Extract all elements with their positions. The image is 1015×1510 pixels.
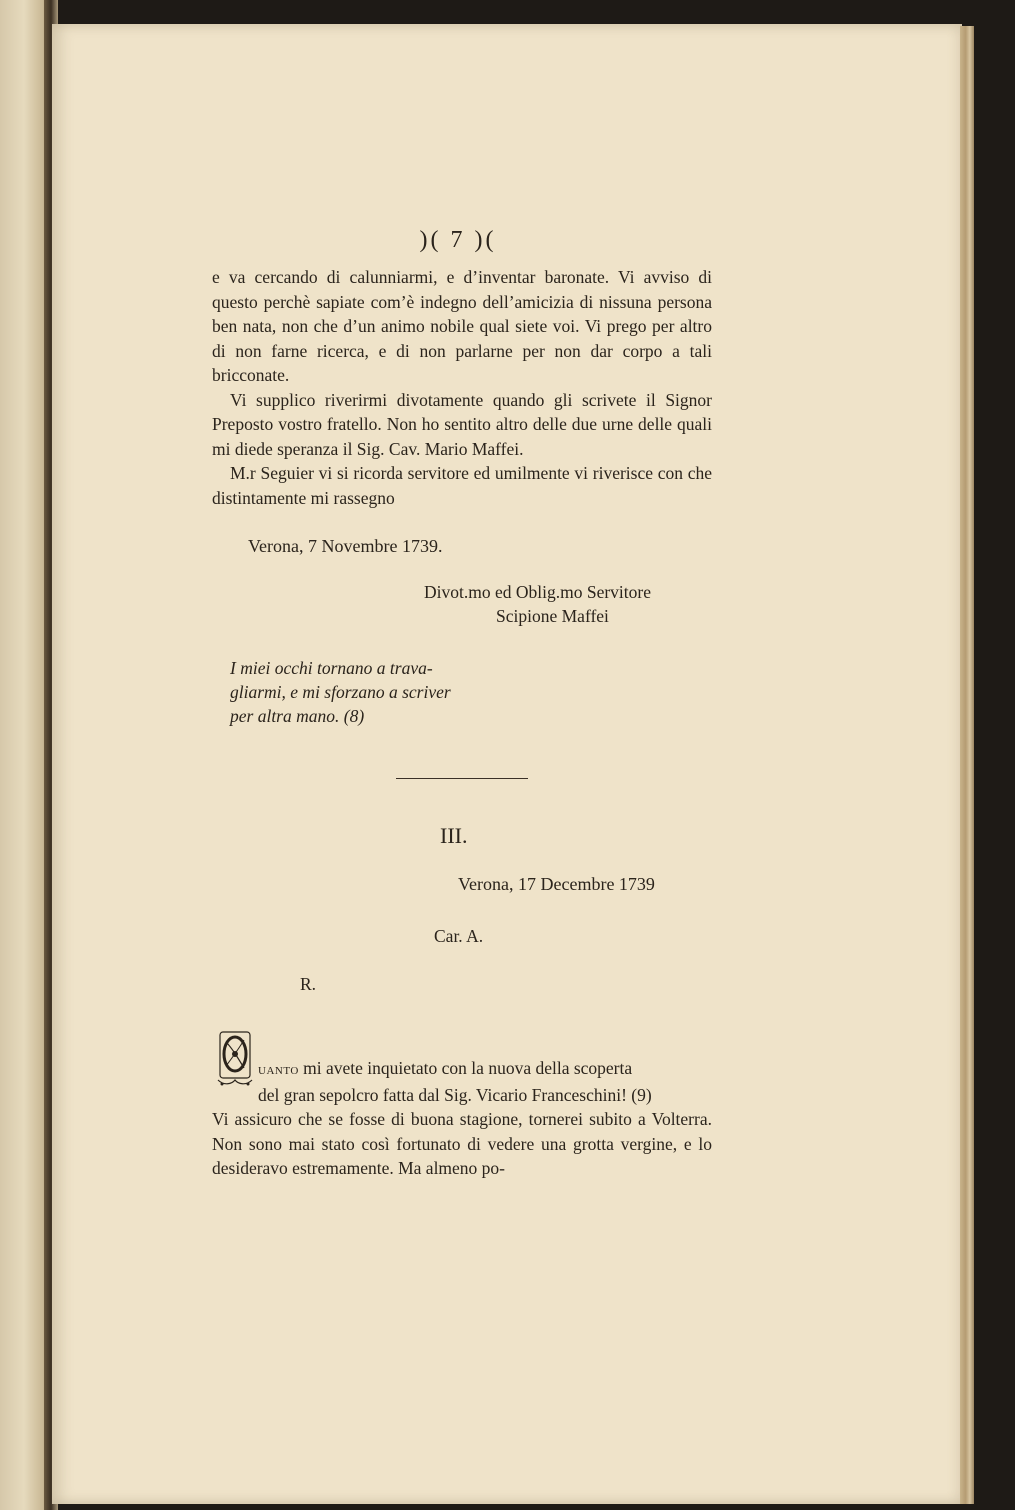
postscript: I miei occhi tornano a trava- gliarmi, e mi sforzano a scriver per altra mano. (8): [230, 658, 451, 726]
dropcap-word: uanto: [258, 1061, 299, 1078]
section-divider: [396, 778, 528, 779]
facing-page-edge: [0, 0, 48, 1510]
letter-body: [212, 265, 712, 510]
salutation-initial: R.: [300, 974, 317, 994]
page-number: )( 7 )(: [419, 227, 497, 253]
paragraph: Vi supplico riverirmi divotamente quando gli scrivete il Signor Preposto vostro fratello. Non ho sentito altro delle due urne delle quali mi diede speranza il Sig. Cav. Mario Maffei.: [212, 389, 712, 459]
line-text: mi avete inquietato con la nuova della scoperta: [298, 1058, 633, 1078]
signature: Scipione Maffei: [496, 606, 609, 626]
section-number: III.: [440, 823, 468, 848]
letter-dateline: Verona, 7 Novembre 1739.: [248, 536, 443, 556]
closing-formula: Divot.mo ed Oblig.mo Servitore: [424, 582, 651, 602]
paragraph: Vi assicuro che se fosse di buona stagione, tornerei subito a Volterra. Non sono mai stato così fortunato di vedere una grotta vergine, e lo desideravo estremamente. Ma almeno po-: [212, 1109, 712, 1178]
second-letter-body: [212, 1056, 712, 1181]
paragraph-line: del gran sepolcro fatta dal Sig. Vicario Franceschini! (9): [258, 1084, 652, 1105]
paragraph: e va cercando di calunniarmi, e d’inventar baronate. Vi avviso di questo perchè sapiate com’è indegno dell’amicizia di nissuna persona ben nata, non che d’un animo nobile qual siete voi. Vi prego per altro di non farne ricerca, e di non parlarne per non dar corpo a tali bricconate.: [212, 267, 712, 385]
salutation: Car. A.: [434, 926, 484, 946]
page-edge-strip: [960, 26, 974, 1504]
section-dateline: Verona, 17 Decembre 1739: [458, 874, 655, 894]
paragraph: M.r Seguier vi si ricorda servitore ed umilmente vi riverisce con che distintamente mi rassegno: [212, 463, 712, 508]
letter-closing: [424, 580, 651, 628]
paragraph-line: [212, 1056, 712, 1083]
